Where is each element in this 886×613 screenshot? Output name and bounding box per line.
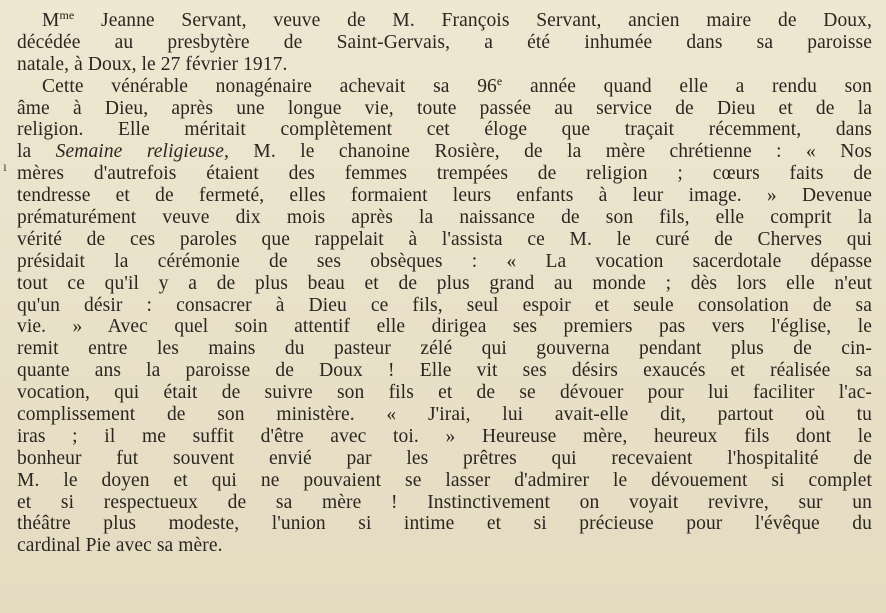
text-line: décédée au presbytère de Saint-Gervais, a été inhumée dans sa paroisse [17, 31, 872, 53]
text-line [17, 10, 872, 32]
text-line: vie. » Avec quel soin attentif elle dirigea ses premiers pas vers l'église, le [17, 316, 872, 338]
text-line: prématurément veuve dix mois après la naissance de son fils, elle comprit la [17, 207, 872, 229]
text-line: et si respectueux de sa mère ! Instinctivement on voyait revivre, sur un [17, 491, 872, 513]
text-line: natale, à Doux, le 27 février 1917. [17, 53, 288, 75]
text-line: iras ; il me suffit d'être avec toi. » Heureuse mère, heureux fils dont le [17, 425, 872, 447]
text-span: Jeanne Servant, veuve de M. François Servant, ancien maire de Doux, [74, 10, 872, 31]
text-line [17, 73, 872, 98]
text-span: M. le chanoine Rosière, de la mère chrétienne : « Nos [228, 141, 872, 163]
text-line: tout ce qu'il y a de plus beau et de plus grand au monde ; dès lors elle n'eut [17, 272, 872, 294]
text-line: qu'un désir : consacrer à Dieu ce fils, seul espoir et seule consolation de sa [17, 294, 872, 316]
text-line: quante ans la paroisse de Doux ! Elle vit ses désirs exaucés et réalisée sa [17, 360, 872, 382]
article-text [17, 10, 872, 557]
text-line [17, 141, 872, 163]
text-span: la [17, 141, 56, 163]
text-line: théâtre plus modeste, l'union si intime et si précieuse pour l'évêque du [17, 513, 872, 535]
margin-mark: ı [3, 160, 7, 175]
text-line: âme à Dieu, après une longue vie, toute passée au service de Dieu et de la [17, 97, 872, 119]
text-line: complissement de son ministère. « J'irai, lui avait-elle dit, partout où tu [17, 404, 872, 426]
text-line: présidait la cérémonie de ses obsèques : « La vocation sacerdotale dépasse [17, 250, 872, 272]
text-line: tendresse et de fermeté, elles formaient leurs enfants à leur image. » Devenue [17, 185, 872, 207]
cropped-next-line [40, 604, 240, 613]
text-line: mères d'autrefois étaient des femmes trempées de religion ; cœurs faits de [17, 163, 872, 185]
superscript: me [59, 8, 75, 22]
text-line: religion. Elle méritait complètement cet éloge que traçait récemment, dans [17, 119, 872, 141]
publication-title: Semaine religieuse, [55, 141, 229, 163]
text-span: année quand elle a rendu son [502, 75, 872, 97]
text-line: vérité de ces paroles que rappelait à l'assista ce M. le curé de Cherves qui [17, 228, 872, 250]
text-line: remit entre les mains du pasteur zélé qui gouverna pendant plus de cin- [17, 338, 872, 360]
text-line: M. le doyen et qui ne pouvaient se lasser d'admirer le dévouement si complet [17, 469, 872, 491]
superscript: e [496, 73, 503, 88]
text-line: bonheur fut souvent envié par les prêtres qui recevaient l'hospitalité de [17, 447, 872, 469]
text-line: cardinal Pie avec sa mère. [17, 535, 223, 557]
text-line: vocation, qui était de suivre son fils et de se dévouer pour lui faciliter l'ac- [17, 382, 872, 404]
text-span: M [42, 10, 60, 31]
text-span: Cette vénérable nonagénaire achevait sa 96 [42, 75, 497, 97]
